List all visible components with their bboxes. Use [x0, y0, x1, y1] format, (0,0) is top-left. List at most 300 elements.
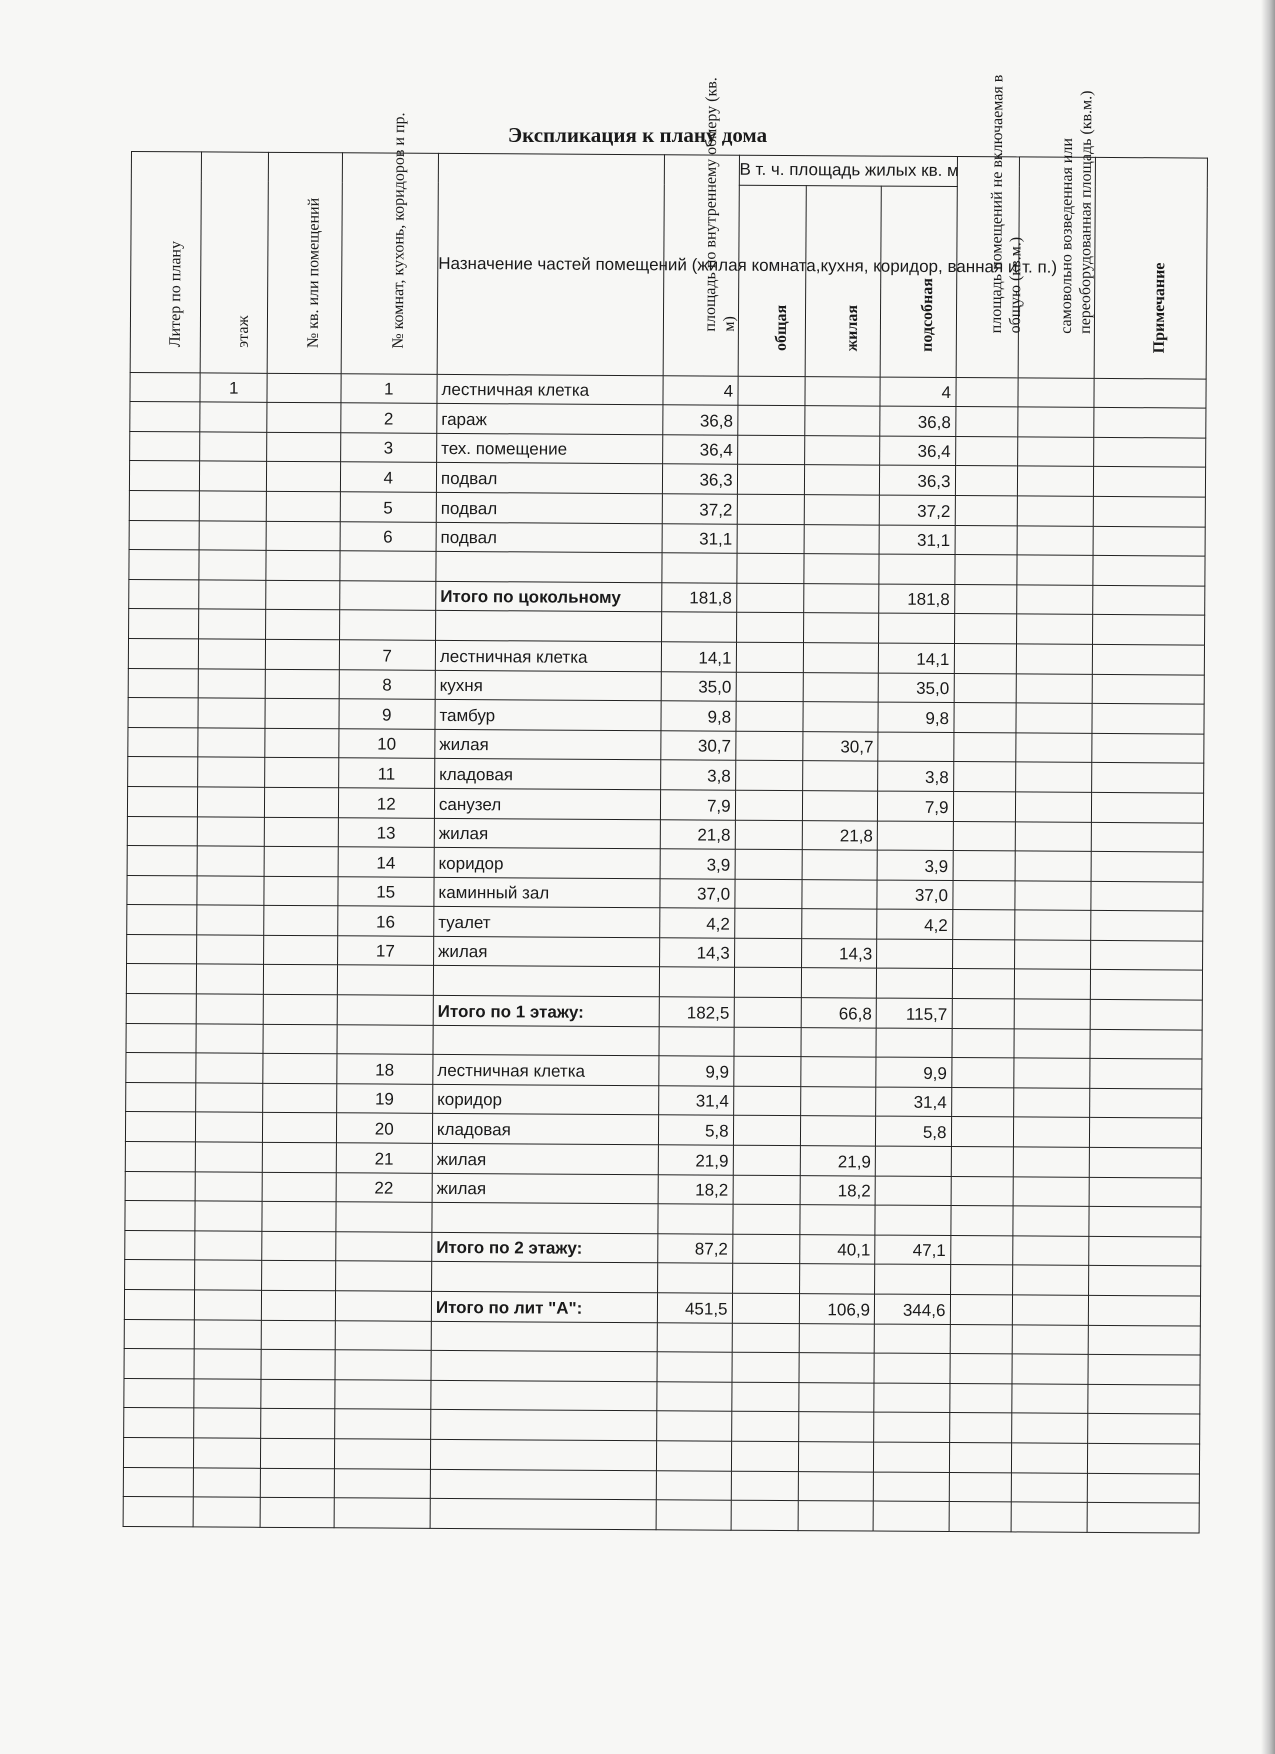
room-number-cell: 3: [340, 433, 437, 463]
floor-cell: [199, 609, 266, 639]
note-cell: [1090, 999, 1202, 1029]
apartment-cell: [267, 462, 341, 492]
scan-edge-shadow: [1261, 0, 1275, 1754]
self-built-cell: [1013, 1295, 1089, 1325]
area-cell: 3,8: [661, 760, 736, 790]
not-included-cell: [951, 1058, 1014, 1088]
room-number-cell: [334, 1380, 431, 1410]
general-cell: [731, 1500, 798, 1530]
litera-cell: [124, 1349, 194, 1379]
not-included-cell: [949, 1354, 1012, 1384]
apartment-cell: [261, 1438, 335, 1468]
litera-cell: [127, 934, 197, 964]
not-included-cell: [950, 1206, 1013, 1236]
living-cell: 30,7: [802, 731, 878, 761]
floor-cell: [196, 1053, 263, 1083]
auxiliary-cell: 35,0: [878, 673, 954, 703]
room-number-cell: 22: [336, 1172, 433, 1202]
litera-cell: [130, 372, 200, 402]
litera-cell: [129, 520, 199, 550]
room-number-cell: 11: [338, 758, 435, 788]
apartment-cell: [261, 1409, 335, 1439]
living-cell: [802, 761, 878, 791]
apartment-cell: [264, 906, 338, 936]
area-cell: 14,1: [662, 642, 737, 672]
room-name-cell: [430, 1439, 656, 1470]
table-row: [123, 1497, 1199, 1533]
auxiliary-cell: [878, 732, 954, 762]
litera-cell: [127, 786, 197, 816]
room-number-cell: 18: [336, 1054, 433, 1084]
litera-cell: [123, 1467, 193, 1497]
note-cell: [1092, 733, 1204, 763]
living-cell: [800, 1116, 876, 1146]
header-apartment-number: № кв. или помещений: [267, 152, 342, 373]
floor-cell: [194, 1438, 261, 1468]
self-built-cell: [1014, 1117, 1090, 1147]
living-cell: [804, 406, 880, 436]
living-cell: [802, 879, 878, 909]
not-included-cell: [955, 377, 1018, 407]
auxiliary-cell: [879, 613, 955, 643]
room-number-cell: 5: [340, 492, 437, 522]
area-cell: 36,8: [663, 405, 738, 435]
litera-cell: [129, 461, 199, 491]
area-cell: [658, 1263, 733, 1293]
litera-cell: [128, 757, 198, 787]
note-cell: [1093, 467, 1205, 497]
litera-cell: [127, 846, 197, 876]
floor-cell: [196, 994, 263, 1024]
room-number-cell: [334, 1498, 431, 1528]
living-cell: [798, 1501, 874, 1531]
general-cell: [734, 908, 801, 938]
apartment-cell: [261, 1468, 335, 1498]
general-cell: [733, 1175, 800, 1205]
litera-cell: [126, 1053, 196, 1083]
room-name-cell: кладовая: [435, 759, 661, 790]
floor-cell: [200, 402, 267, 432]
auxiliary-cell: [875, 1264, 951, 1294]
litera-cell: [123, 1497, 193, 1527]
header-note: Примечание: [1094, 157, 1208, 378]
floor-cell: [193, 1467, 260, 1497]
note-cell: [1091, 792, 1203, 822]
apartment-cell: [264, 846, 338, 876]
area-cell: 31,4: [659, 1086, 734, 1116]
living-cell: [798, 1382, 874, 1412]
auxiliary-cell: 14,1: [878, 643, 954, 673]
auxiliary-cell: 36,3: [879, 465, 955, 495]
self-built-cell: [1013, 1177, 1089, 1207]
general-cell: [735, 849, 802, 879]
room-number-cell: [337, 965, 434, 995]
self-built-cell: [1012, 1354, 1088, 1384]
self-built-cell: [1012, 1472, 1088, 1502]
room-name-cell: коридор: [434, 847, 660, 878]
note-cell: [1090, 911, 1202, 941]
not-included-cell: [950, 1235, 1013, 1265]
living-cell: [802, 791, 878, 821]
note-cell: [1092, 674, 1204, 704]
room-number-cell: [334, 1468, 431, 1498]
area-cell: 31,1: [662, 523, 737, 553]
header-auxiliary: подсобная: [880, 186, 957, 377]
apartment-cell: [261, 1320, 335, 1350]
floor-cell: [194, 1349, 261, 1379]
area-cell: [657, 1411, 732, 1441]
area-cell: [662, 553, 737, 583]
area-cell: 36,4: [663, 435, 738, 465]
not-included-cell: [949, 1442, 1012, 1472]
living-cell: [805, 376, 881, 406]
self-built-cell: [1016, 762, 1092, 792]
self-built-cell: [1018, 466, 1094, 496]
apartment-cell: [266, 491, 340, 521]
room-number-cell: [335, 1261, 432, 1291]
room-name-cell: жилая: [433, 936, 659, 967]
room-name-cell: подвал: [436, 463, 662, 494]
auxiliary-cell: [875, 1205, 951, 1235]
auxiliary-cell: [876, 1028, 952, 1058]
not-included-cell: [955, 525, 1018, 555]
floor-cell: [193, 1497, 260, 1527]
area-cell: 451,5: [658, 1293, 733, 1323]
room-name-cell: лестничная клетка: [433, 1055, 659, 1086]
apartment-cell: [265, 728, 339, 758]
floor-cell: [195, 1172, 262, 1202]
floor-cell: [198, 698, 265, 728]
not-included-cell: [955, 466, 1018, 496]
not-included-cell: [954, 555, 1017, 585]
note-cell: [1087, 1443, 1199, 1473]
floor-cell: [194, 1379, 261, 1409]
self-built-cell: [1018, 407, 1094, 437]
floor-cell: [197, 876, 264, 906]
living-cell: 106,9: [799, 1294, 875, 1324]
not-included-cell: [950, 1324, 1013, 1354]
not-included-cell: [951, 1176, 1014, 1206]
not-included-cell: [949, 1413, 1012, 1443]
floor-cell: [199, 580, 266, 610]
apartment-cell: [267, 403, 341, 433]
self-built-cell: [1013, 1206, 1089, 1236]
floor-cell: [197, 964, 264, 994]
self-built-cell: [1015, 999, 1091, 1029]
litera-cell: [124, 1319, 194, 1349]
litera-cell: [129, 579, 199, 609]
room-number-cell: [334, 1409, 431, 1439]
not-included-cell: [951, 1087, 1014, 1117]
self-built-cell: [1013, 1265, 1089, 1295]
not-included-cell: [951, 1117, 1014, 1147]
area-cell: 21,9: [658, 1145, 733, 1175]
not-included-cell: [949, 1502, 1012, 1532]
living-cell: [802, 850, 878, 880]
general-cell: [731, 1412, 798, 1442]
header-internal-area: площадь по внутреннему обмеру (кв. м): [663, 155, 739, 376]
general-cell: [737, 465, 804, 495]
auxiliary-cell: 5,8: [876, 1117, 952, 1147]
room-number-cell: [337, 1024, 434, 1054]
apartment-cell: [266, 610, 340, 640]
note-cell: [1092, 704, 1204, 734]
apartment-cell: [262, 1202, 336, 1232]
general-cell: [733, 1056, 800, 1086]
self-built-cell: [1014, 1088, 1090, 1118]
living-cell: [799, 1353, 875, 1383]
self-built-cell: [1018, 437, 1094, 467]
apartment-cell: [261, 1350, 335, 1380]
note-cell: [1093, 496, 1205, 526]
apartment-cell: [264, 935, 338, 965]
auxiliary-cell: 4: [880, 377, 956, 407]
note-cell: [1090, 1029, 1202, 1059]
floor-cell: [199, 639, 266, 669]
area-cell: 36,3: [663, 464, 738, 494]
living-cell: 14,3: [801, 938, 877, 968]
room-name-cell: подвал: [436, 492, 662, 523]
living-cell: [804, 495, 880, 525]
apartment-cell: [262, 1172, 336, 1202]
general-cell: [736, 583, 803, 613]
apartment-cell: [265, 787, 339, 817]
room-name-cell: кухня: [435, 670, 661, 701]
litera-cell: [123, 1437, 193, 1467]
self-built-cell: [1016, 733, 1092, 763]
room-number-cell: 17: [337, 936, 434, 966]
room-number-cell: [334, 1439, 431, 1469]
header-litera: Литер по плану: [130, 152, 202, 373]
apartment-cell: [263, 1113, 337, 1143]
note-cell: [1091, 851, 1203, 881]
auxiliary-cell: 181,8: [879, 584, 955, 614]
floor-cell: [197, 935, 264, 965]
auxiliary-cell: [874, 1353, 950, 1383]
room-name-cell: подвал: [436, 522, 662, 553]
note-cell: [1088, 1384, 1200, 1414]
apartment-cell: [263, 1083, 337, 1113]
room-name-cell: тех. помещение: [437, 433, 663, 464]
room-name-cell: [430, 1469, 656, 1500]
apartment-cell: [266, 521, 340, 551]
general-cell: [736, 672, 803, 702]
room-number-cell: [339, 551, 436, 581]
living-cell: [801, 968, 877, 998]
room-name-cell: [431, 1410, 657, 1441]
floor-cell: [199, 520, 266, 550]
not-included-cell: [950, 1265, 1013, 1295]
note-cell: [1091, 763, 1203, 793]
not-included-cell: [953, 851, 1016, 881]
auxiliary-cell: 47,1: [875, 1235, 951, 1265]
room-number-cell: [339, 581, 436, 611]
general-cell: [737, 435, 804, 465]
header-not-included-area: площадь помещений не включаемая в общую (кв.м.): [956, 157, 1020, 378]
general-cell: [735, 761, 802, 791]
area-cell: [662, 612, 737, 642]
note-cell: [1090, 1059, 1202, 1089]
room-number-cell: 10: [338, 728, 435, 758]
living-cell: [803, 583, 879, 613]
room-number-cell: 19: [336, 1084, 433, 1114]
general-cell: [731, 1441, 798, 1471]
room-number-cell: 13: [338, 817, 435, 847]
general-cell: [733, 1086, 800, 1116]
area-cell: 18,2: [658, 1174, 733, 1204]
auxiliary-cell: [875, 1146, 951, 1176]
note-cell: [1093, 437, 1205, 467]
auxiliary-cell: [877, 939, 953, 969]
room-number-cell: 4: [340, 462, 437, 492]
litera-cell: [124, 1289, 194, 1319]
room-name-cell: Итого по 1 этажу:: [433, 995, 659, 1026]
note-cell: [1089, 1118, 1201, 1148]
not-included-cell: [954, 673, 1017, 703]
litera-cell: [129, 550, 199, 580]
litera-cell: [126, 964, 196, 994]
table-body: [123, 372, 1206, 1533]
floor-cell: [200, 461, 267, 491]
living-cell: [800, 1057, 876, 1087]
general-cell: [735, 790, 802, 820]
self-built-cell: [1015, 969, 1091, 999]
room-number-cell: [335, 1320, 432, 1350]
litera-cell: [125, 1142, 195, 1172]
note-cell: [1090, 970, 1202, 1000]
general-cell: [738, 376, 805, 406]
floor-cell: [195, 1260, 262, 1290]
room-name-cell: жилая: [432, 1143, 658, 1174]
living-cell: 21,8: [802, 820, 878, 850]
living-cell: [803, 613, 879, 643]
living-cell: [798, 1412, 874, 1442]
auxiliary-cell: [873, 1472, 949, 1502]
not-included-cell: [953, 791, 1016, 821]
auxiliary-cell: [874, 1383, 950, 1413]
apartment-cell: [266, 639, 340, 669]
note-cell: [1094, 378, 1206, 408]
self-built-cell: [1013, 1236, 1089, 1266]
living-cell: [804, 465, 880, 495]
apartment-cell: [266, 550, 340, 580]
living-cell: [804, 524, 880, 554]
room-name-cell: гараж: [437, 404, 663, 435]
litera-cell: [125, 1230, 195, 1260]
area-cell: 9,9: [659, 1056, 734, 1086]
area-cell: [657, 1352, 732, 1382]
area-cell: 87,2: [658, 1234, 733, 1264]
area-cell: 181,8: [662, 583, 737, 613]
area-cell: [657, 1441, 732, 1471]
note-cell: [1092, 644, 1204, 674]
note-cell: [1088, 1325, 1200, 1355]
living-cell: [804, 435, 880, 465]
room-number-cell: 21: [336, 1143, 433, 1173]
general-cell: [736, 613, 803, 643]
not-included-cell: [953, 762, 1016, 792]
general-cell: [736, 642, 803, 672]
room-number-cell: 1: [341, 373, 438, 403]
area-cell: 37,0: [660, 878, 735, 908]
not-included-cell: [952, 880, 1015, 910]
self-built-cell: [1015, 881, 1091, 911]
room-number-cell: [335, 1350, 432, 1380]
room-number-cell: [335, 1291, 432, 1321]
room-name-cell: [431, 1380, 657, 1411]
litera-cell: [130, 402, 200, 432]
area-cell: 9,8: [661, 701, 736, 731]
area-cell: [656, 1500, 731, 1530]
self-built-cell: [1014, 1058, 1090, 1088]
not-included-cell: [953, 732, 1016, 762]
note-cell: [1091, 822, 1203, 852]
self-built-cell: [1013, 1325, 1089, 1355]
auxiliary-cell: [873, 1501, 949, 1531]
room-number-cell: 9: [339, 699, 436, 729]
living-cell: [800, 1086, 876, 1116]
note-cell: [1088, 1355, 1200, 1385]
not-included-cell: [949, 1383, 1012, 1413]
auxiliary-cell: [874, 1324, 950, 1354]
not-included-cell: [955, 407, 1018, 437]
apartment-cell: [263, 994, 337, 1024]
litera-cell: [125, 1171, 195, 1201]
floor-cell: [199, 491, 266, 521]
auxiliary-cell: 115,7: [876, 998, 952, 1028]
general-cell: [734, 938, 801, 968]
room-number-cell: 12: [338, 788, 435, 818]
self-built-cell: [1015, 851, 1091, 881]
not-included-cell: [952, 969, 1015, 999]
header-self-built-area: самовольно возведенная или переоборудованная площадь (кв.м.): [1018, 157, 1095, 378]
room-name-cell: коридор: [433, 1084, 659, 1115]
not-included-cell: [949, 1472, 1012, 1502]
self-built-cell: [1018, 378, 1094, 408]
floor-cell: [196, 1083, 263, 1113]
area-cell: 4,2: [660, 908, 735, 938]
living-cell: [798, 1442, 874, 1472]
auxiliary-cell: [874, 1442, 950, 1472]
apartment-cell: [267, 373, 341, 403]
self-built-cell: [1016, 703, 1092, 733]
room-name-cell: санузел: [434, 788, 660, 819]
room-name-cell: [431, 1321, 657, 1352]
note-cell: [1088, 1236, 1200, 1266]
not-included-cell: [952, 999, 1015, 1029]
self-built-cell: [1014, 1147, 1090, 1177]
apartment-cell: [264, 876, 338, 906]
auxiliary-cell: [879, 554, 955, 584]
room-name-cell: Итого по цокольному: [436, 581, 662, 612]
area-cell: [657, 1382, 732, 1412]
apartment-cell: [264, 817, 338, 847]
room-number-cell: 2: [340, 403, 437, 433]
living-cell: 18,2: [800, 1175, 876, 1205]
area-cell: [660, 967, 735, 997]
not-included-cell: [953, 821, 1016, 851]
room-number-cell: 16: [337, 906, 434, 936]
living-cell: [799, 1323, 875, 1353]
litera-cell: [127, 875, 197, 905]
living-cell: [799, 1264, 875, 1294]
room-name-cell: [431, 1351, 657, 1382]
floor-cell: 1: [200, 373, 267, 403]
room-name-cell: жилая: [434, 818, 660, 849]
floor-cell: [195, 1142, 262, 1172]
living-cell: [800, 1205, 876, 1235]
header-group-living-area: В т. ч. площадь жилых кв. м: [739, 155, 957, 186]
